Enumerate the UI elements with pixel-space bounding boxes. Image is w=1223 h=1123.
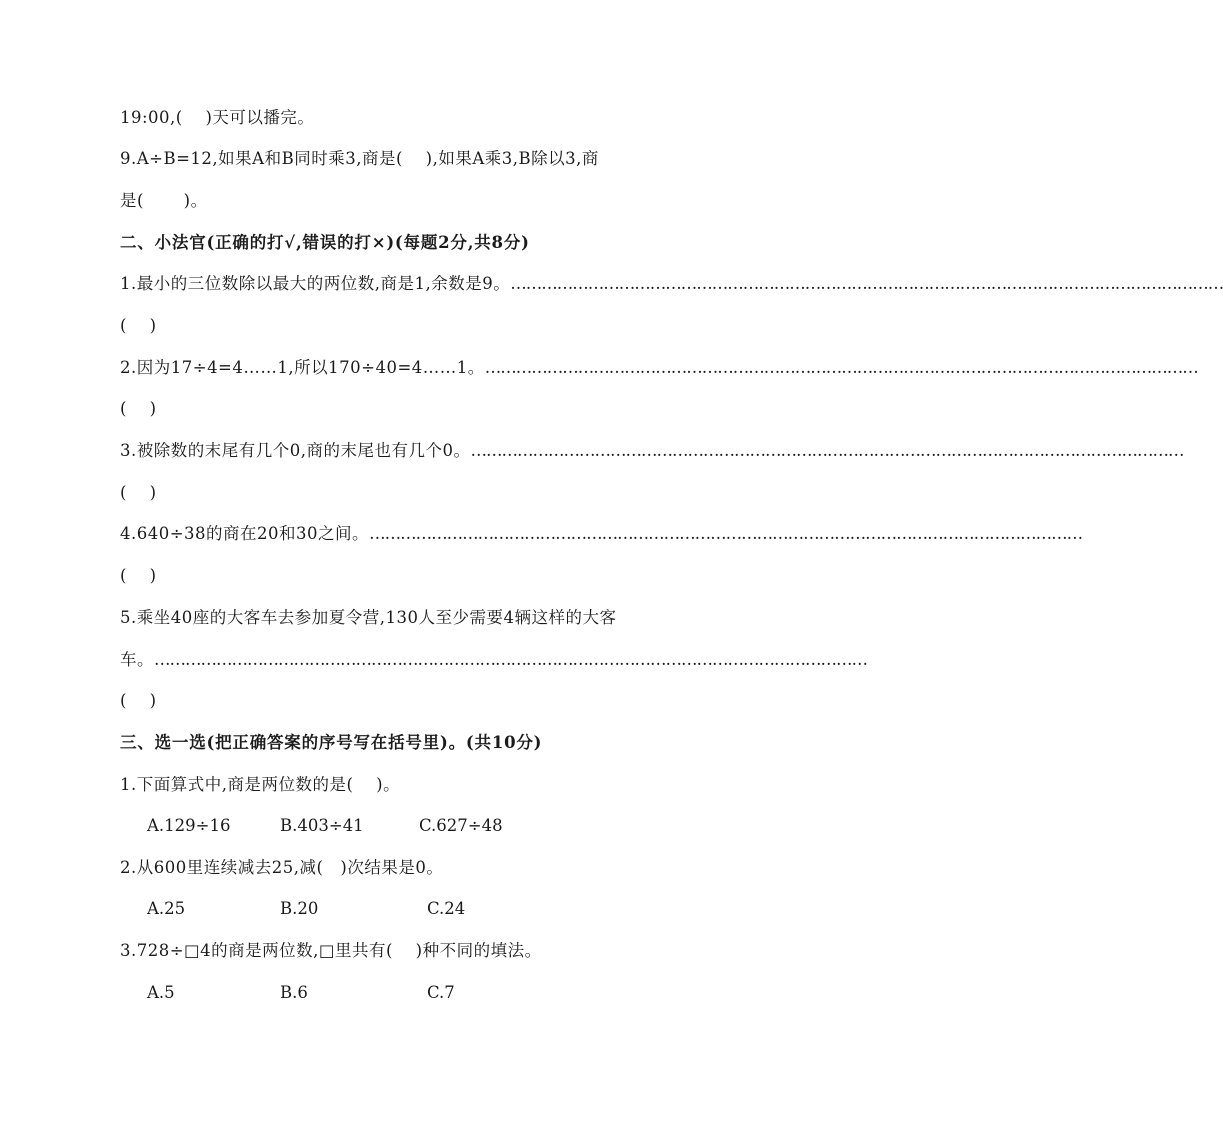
choice-question-2: 2.从600里连续减去25,减( )次结果是0。: [120, 858, 444, 877]
option-b[interactable]: B.20: [280, 899, 319, 918]
option-a[interactable]: A.129÷16: [147, 816, 231, 835]
dot-leader: …………………………………………………………………………………………………………………………: [470, 441, 1184, 460]
dot-leader: …………………………………………………………………………………………………………………………: [510, 274, 1223, 293]
section-3-heading: 三、选一选(把正确答案的序号写在括号里)。(共10分): [120, 733, 543, 752]
dot-leader: …………………………………………………………………………………………………………………………: [369, 524, 1083, 543]
question-9-line2: 是( )。: [120, 191, 208, 210]
option-b[interactable]: B.403÷41: [280, 816, 364, 835]
tf-item-3-text: 3.被除数的末尾有几个0,商的末尾也有几个0。: [120, 441, 471, 460]
tf-item-2-text: 2.因为17÷4=4……1,所以170÷40=4……1。: [120, 358, 485, 377]
tf-item-2: [120, 356, 1198, 380]
tf-item-1-blank[interactable]: ( ): [120, 316, 157, 335]
dot-leader: …………………………………………………………………………………………………………………………: [154, 650, 867, 669]
option-a[interactable]: A.5: [147, 983, 175, 1002]
section-2-heading: 二、小法官(正确的打√,错误的打×)(每题2分,共8分): [120, 233, 530, 252]
tf-item-1: [120, 272, 1223, 296]
choice-question-3: 3.728÷□4的商是两位数,□里共有( )种不同的填法。: [120, 941, 542, 960]
tf-item-5-blank[interactable]: ( ): [120, 691, 157, 710]
question-9-line1: 9.A÷B=12,如果A和B同时乘3,商是( ),如果A乘3,B除以3,商: [120, 149, 599, 168]
choice-question-1: 1.下面算式中,商是两位数的是( )。: [120, 775, 401, 794]
option-c[interactable]: C.7: [427, 983, 455, 1002]
option-b[interactable]: B.6: [280, 983, 308, 1002]
option-c[interactable]: C.24: [427, 899, 466, 918]
tf-item-5-line2: [120, 648, 867, 672]
option-c[interactable]: C.627÷48: [419, 816, 503, 835]
tf-item-4-blank[interactable]: ( ): [120, 566, 157, 585]
tf-item-3: [120, 439, 1184, 463]
dot-leader: …………………………………………………………………………………………………………………………: [484, 358, 1198, 377]
tf-item-4-text: 4.640÷38的商在20和30之间。: [120, 524, 370, 543]
tf-item-5-text2: 车。: [120, 650, 154, 669]
option-a[interactable]: A.25: [147, 899, 186, 918]
tf-item-4: [120, 522, 1083, 546]
tf-item-2-blank[interactable]: ( ): [120, 399, 157, 418]
tf-item-3-blank[interactable]: ( ): [120, 483, 157, 502]
tf-item-5-line1: 5.乘坐40座的大客车去参加夏令营,130人至少需要4辆这样的大客: [120, 608, 617, 627]
tf-item-1-text: 1.最小的三位数除以最大的两位数,商是1,余数是9。: [120, 274, 511, 293]
text-line: 19:00,( )天可以播完。: [120, 108, 315, 127]
